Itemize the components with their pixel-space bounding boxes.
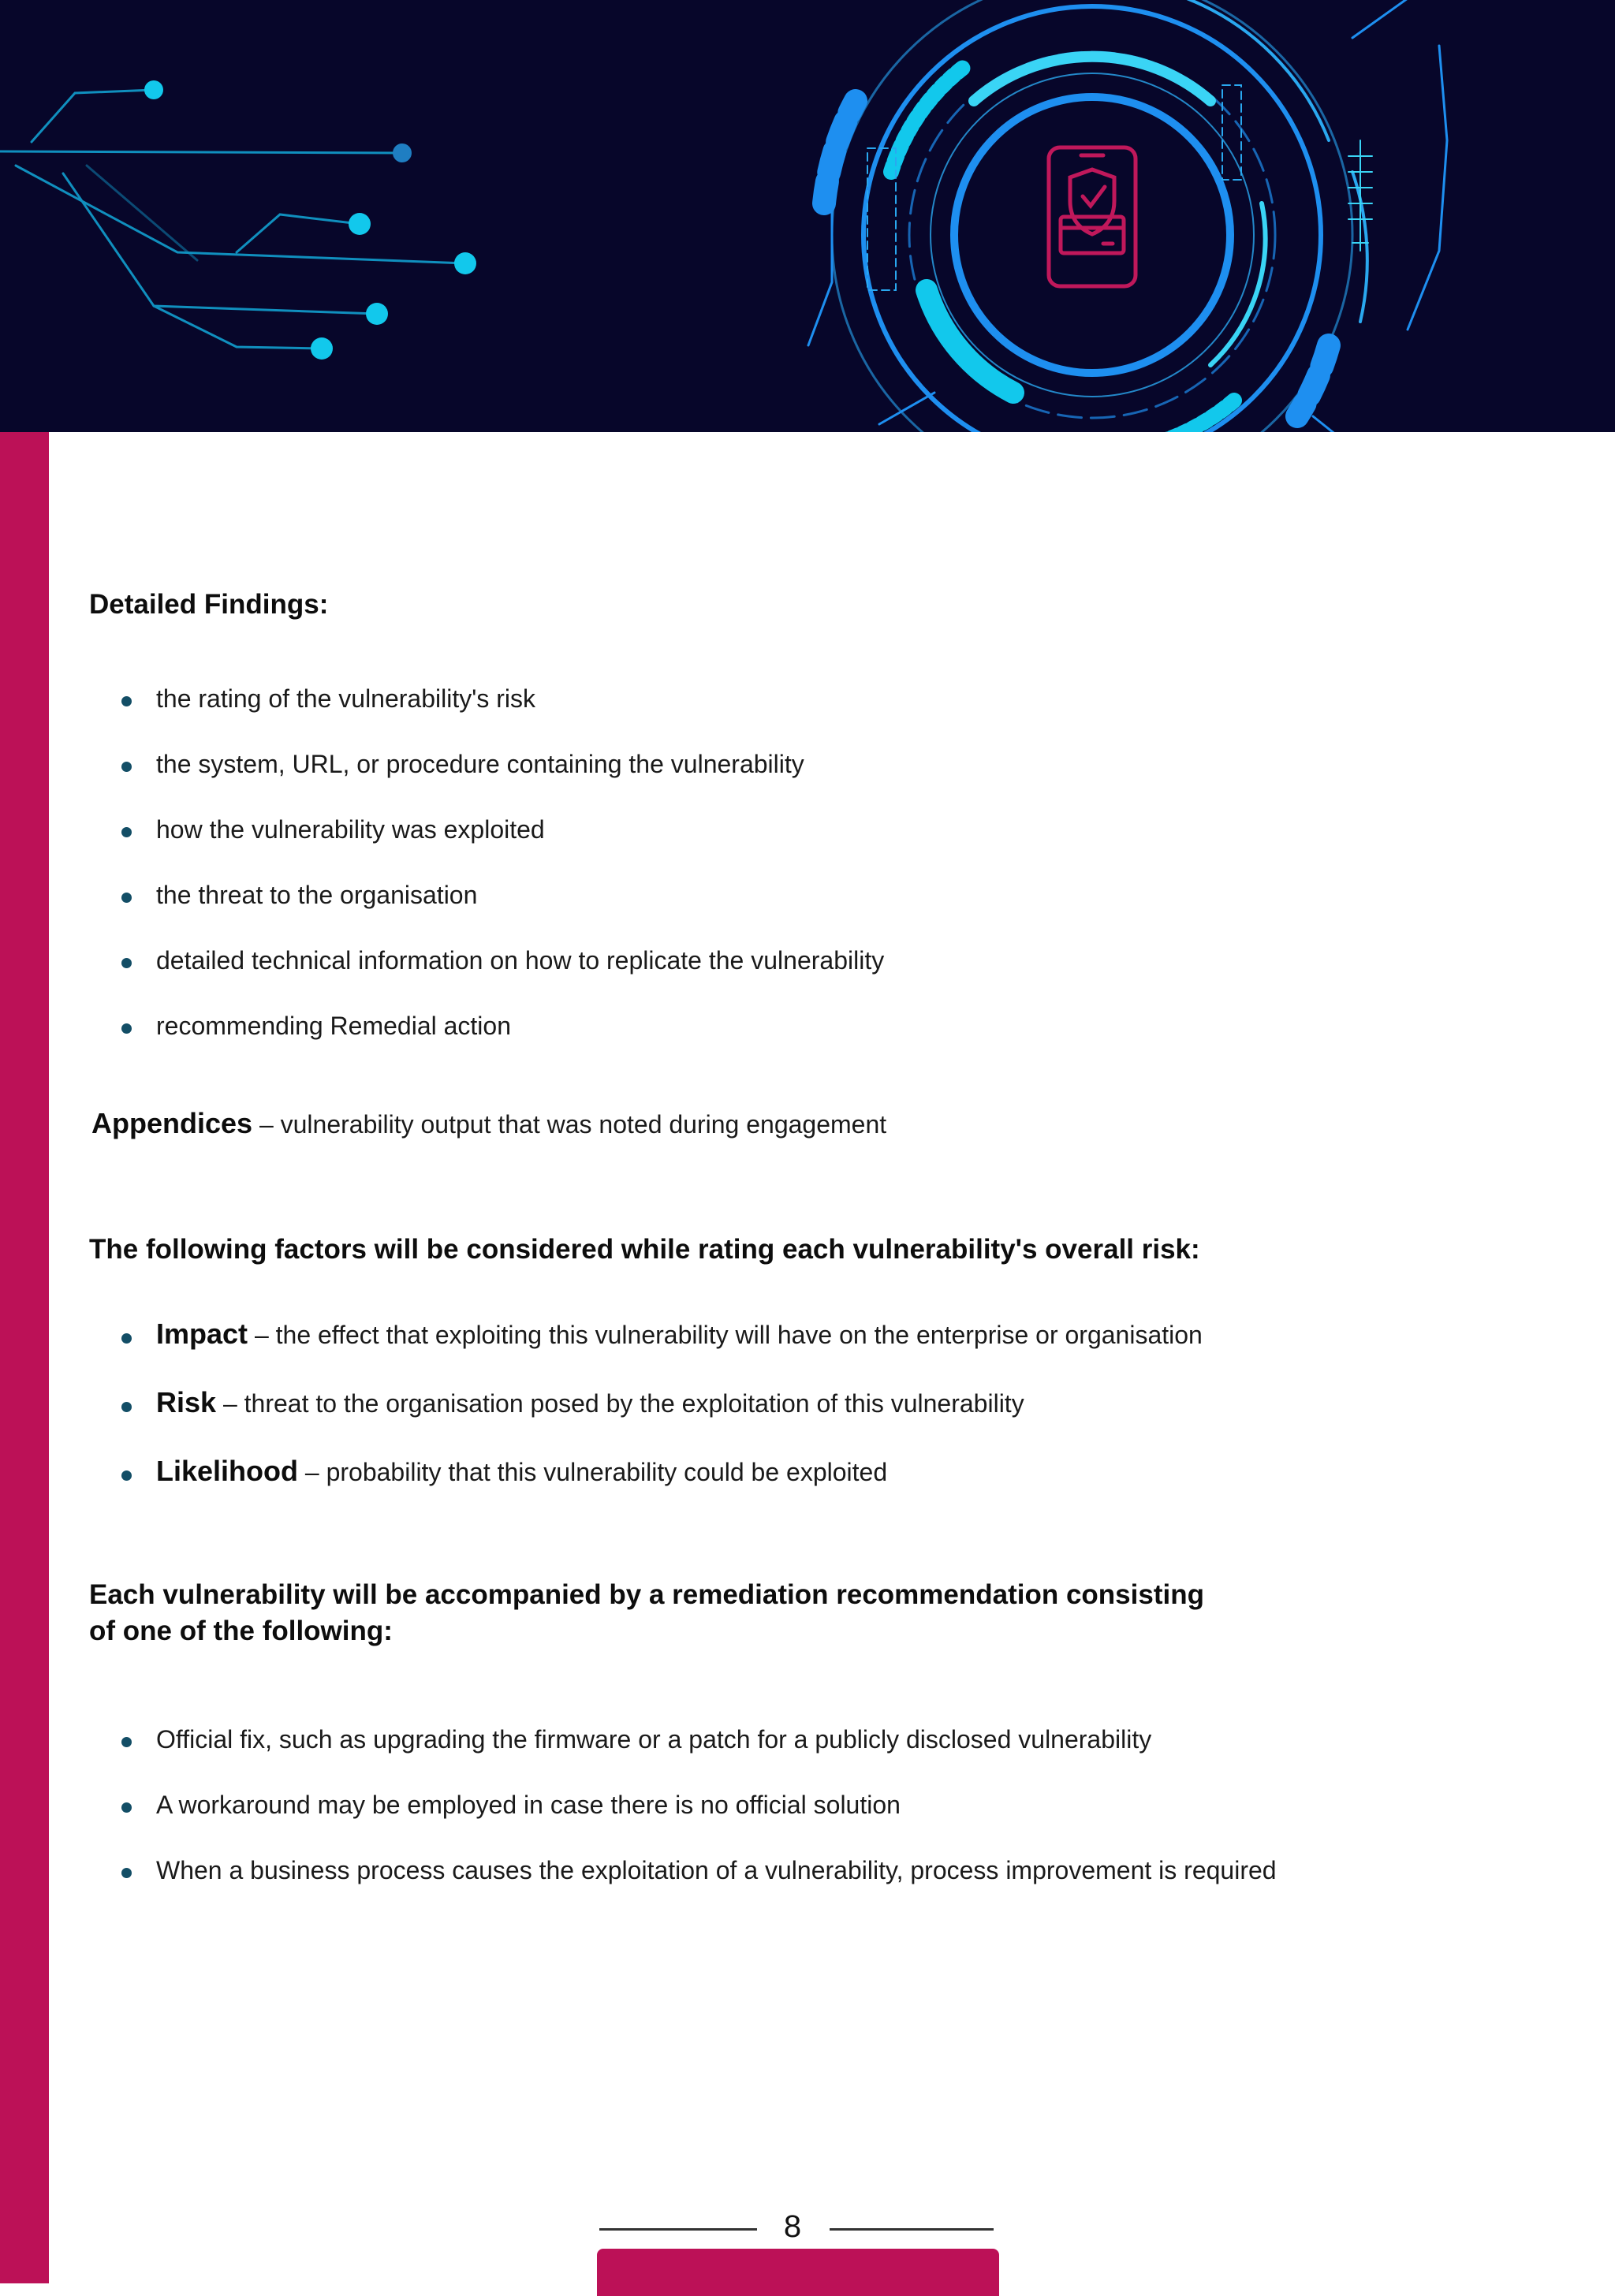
hud-rings — [808, 0, 1447, 432]
circuit-nodes — [144, 80, 476, 360]
appendices-paragraph — [91, 1106, 886, 1142]
bullet-icon — [121, 1333, 132, 1344]
bullet-icon — [121, 1868, 132, 1878]
bullet-icon — [121, 1402, 132, 1412]
remediation-heading: Each vulnerability will be accompanied by a remediation recommendation consisting of one of the following: — [89, 1579, 1204, 1646]
appendices-description: – vulnerability output that was noted during engagement — [252, 1110, 887, 1139]
page-number: 8 — [783, 2209, 802, 2244]
impact-term: Impact — [156, 1318, 248, 1350]
bullet-icon — [121, 696, 132, 706]
likelihood-term: Likelihood — [156, 1455, 298, 1487]
bullet-icon — [121, 1023, 132, 1034]
header-banner — [0, 0, 1615, 432]
appendices-term: Appendices — [91, 1107, 253, 1139]
risk-factors-heading: The following factors will be considered while rating each vulnerability's overall risk: — [89, 1234, 1200, 1265]
detailed-findings-heading: Detailed Findings: — [89, 589, 329, 620]
sidebar-accent-bar — [0, 432, 49, 2283]
shield-phone-icon — [1049, 147, 1136, 286]
footer-rule-right — [830, 2228, 994, 2231]
bullet-icon — [121, 958, 132, 968]
bullet-icon — [121, 827, 132, 837]
cyber-circuit-illustration — [0, 0, 1615, 432]
bullet-icon — [121, 1802, 132, 1813]
bullet-icon — [121, 1737, 132, 1747]
bullet-icon — [121, 893, 132, 903]
footer-rule-left — [599, 2228, 757, 2231]
risk-term: Risk — [156, 1386, 217, 1418]
footer-tab — [597, 2249, 999, 2296]
bullet-icon — [121, 1470, 132, 1481]
bullet-icon — [121, 762, 132, 772]
circuit-lines — [0, 90, 465, 348]
